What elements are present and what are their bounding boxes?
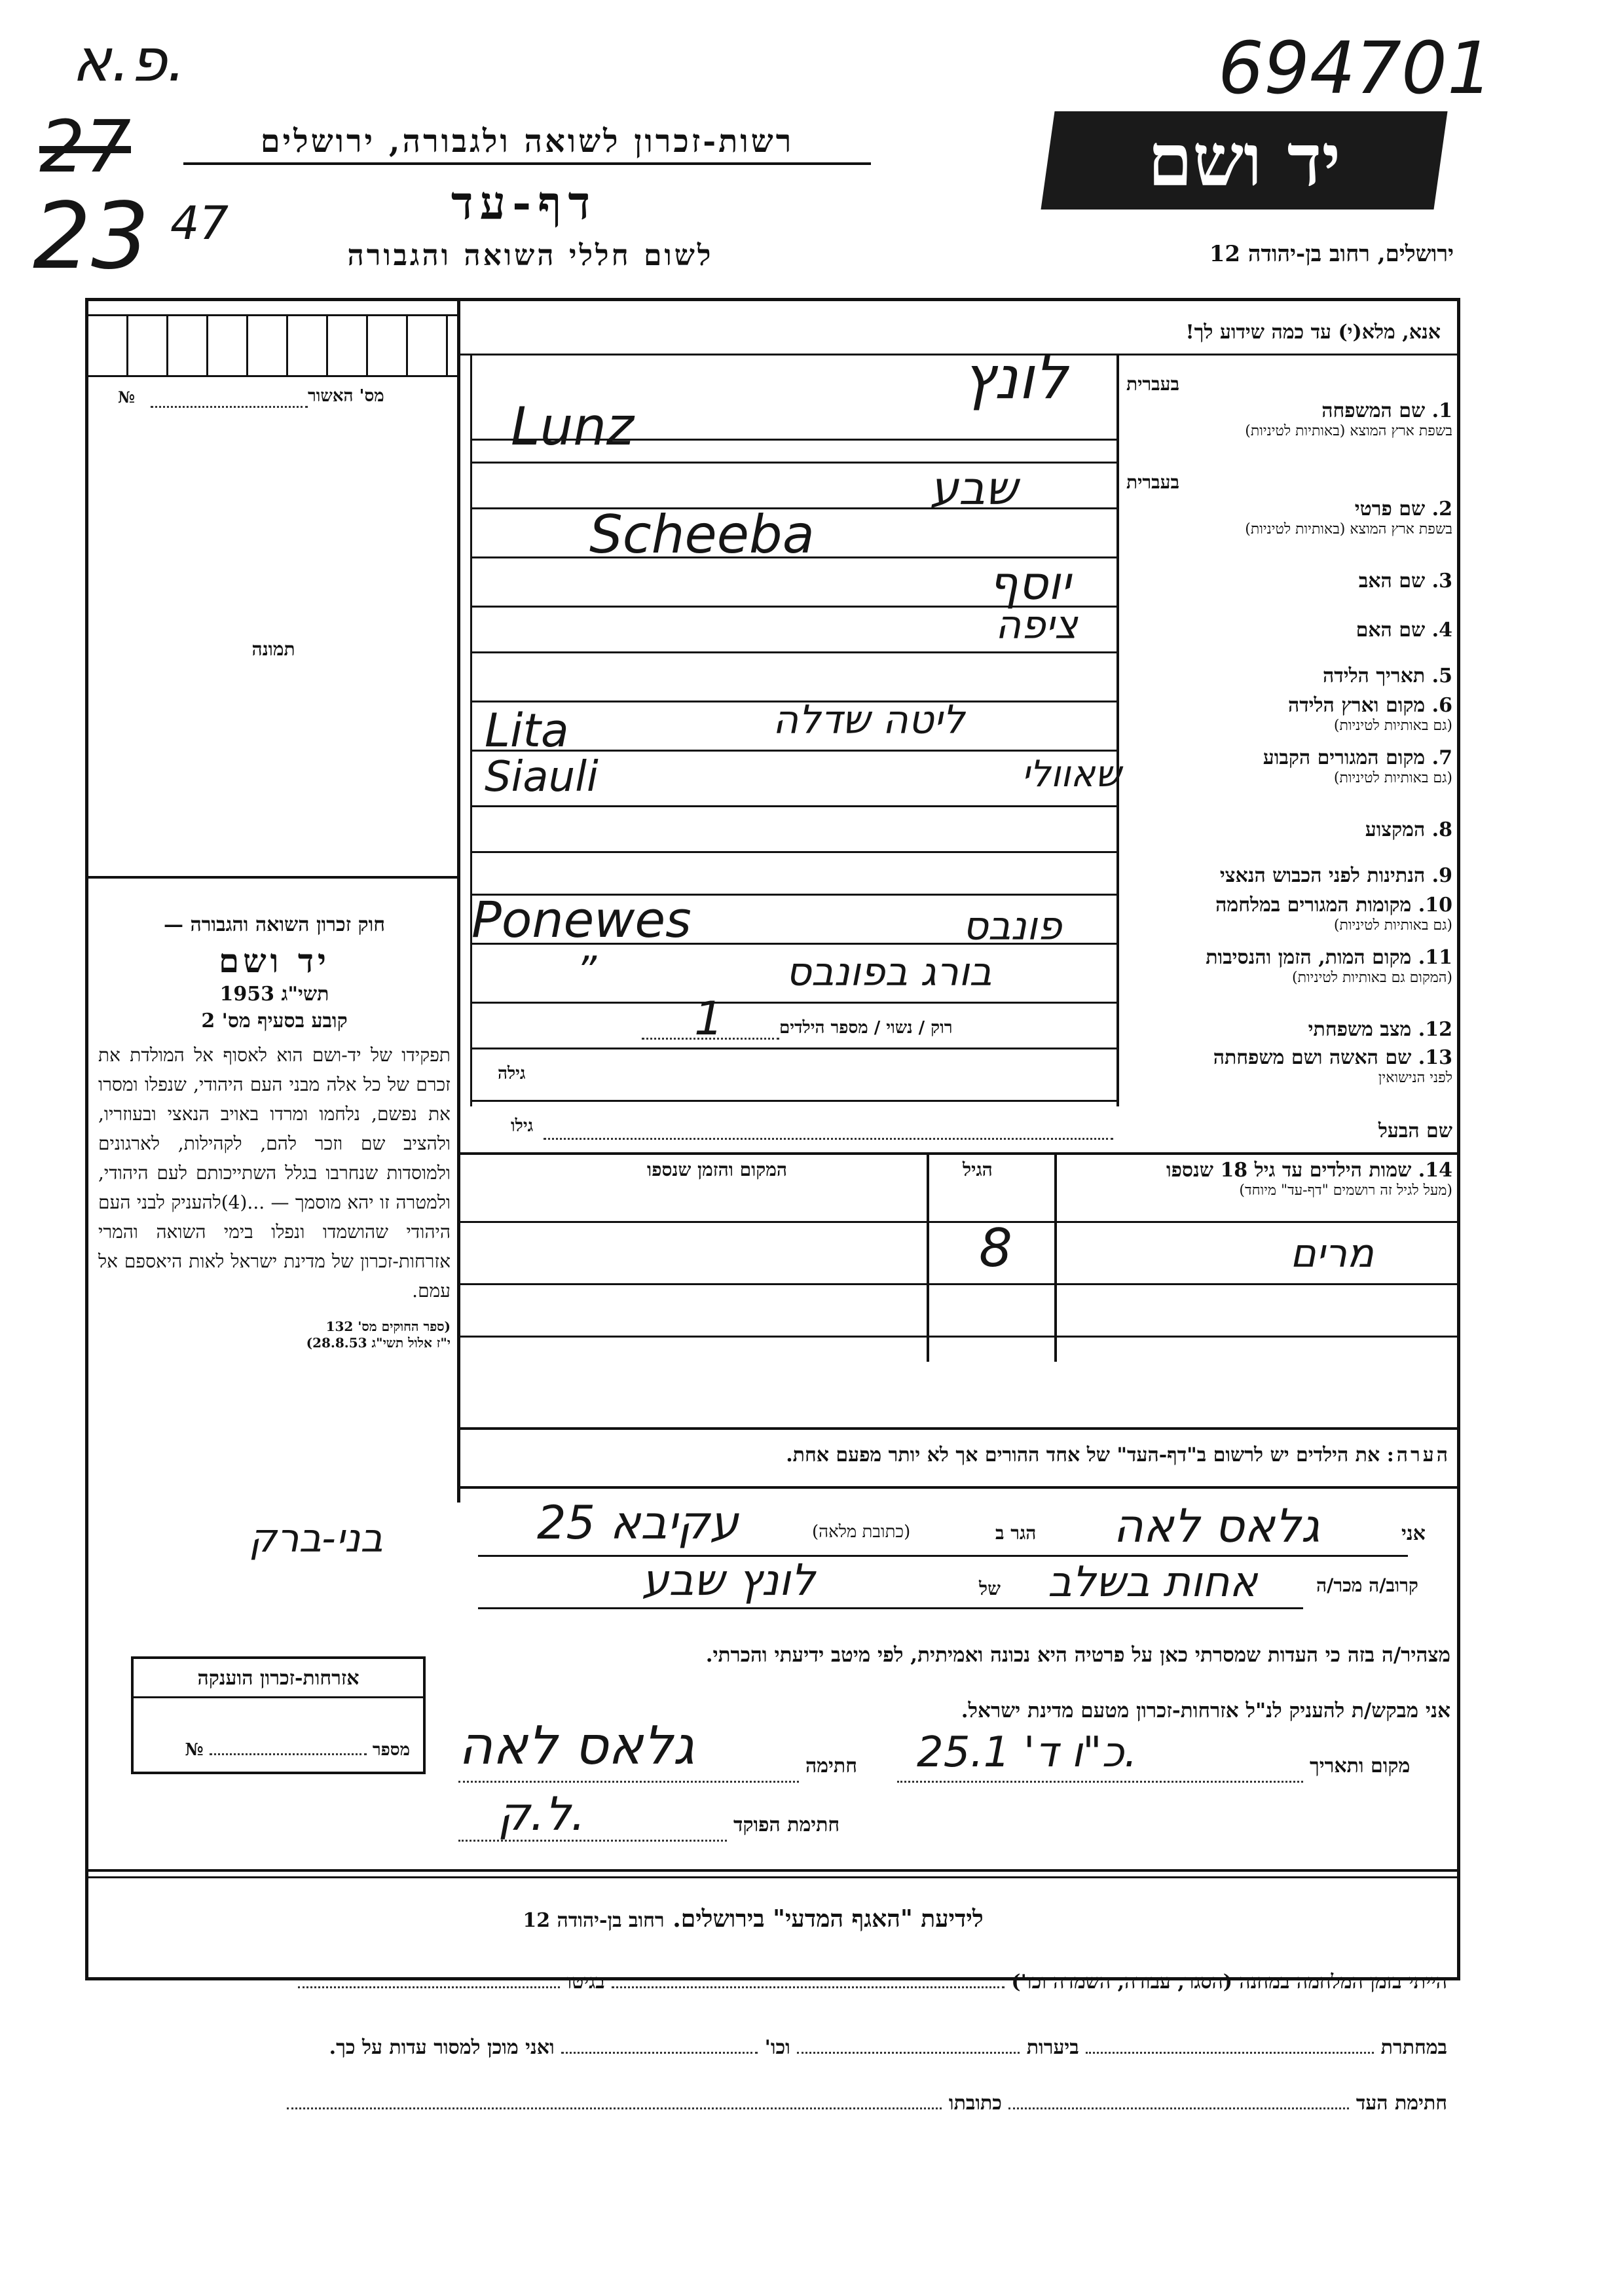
wartime-residence-hebrew[interactable]: פונבס: [963, 903, 1062, 949]
law-year: תשי"ג 1953: [219, 983, 329, 1006]
approval-number-label: מס' האשור: [308, 386, 384, 406]
maiden-name-placeholder: גילה: [498, 1064, 526, 1084]
declaration-text: מצהיר/ה בזה כי העדות שמסרתי כאן על פרטיה היא נכונה ואמיתית, לפי מיטב ידיעתי והכרתי.: [705, 1643, 1450, 1667]
law-body: תפקידו של יד-ושם הוא לאסוף אל המולדת את זכרם של כל אלה מבני העם היהודי, שנפלו ומסרו את נפשם, נלחמו ומרדו באויב הנאצי ובעוזריו, ולהציב שם וזכר להם, לקהילות, לארגונים ולמוסדות שנחרבו בגלל השתייכותם לעם היהודי, ולמטרה זו יהא מוסמך — ...(4)להעניק לבני העם היהודי שהושמדו ונפלו בימי השואה והמרי אזרחות-זכרון של מדינת ישראל לאות היאספם אל עמם.: [98, 1044, 451, 1302]
bottom-section-rule: [88, 1876, 1457, 1878]
relation-value[interactable]: אחות בשלב: [1048, 1558, 1258, 1607]
field-10-label: 10. מקומות המגורים במלחמה (גם באותיות לטיניות): [1215, 894, 1452, 934]
relation-label: קרוב/ה מכר/ה: [1316, 1575, 1418, 1596]
intro-text: אנא, מלא(י) עד כמה שידוע לך!: [1185, 321, 1441, 344]
declarant-city[interactable]: בני-ברק: [249, 1516, 383, 1561]
handwritten-annotation: 47: [170, 196, 229, 250]
approval-number-field[interactable]: [151, 406, 308, 408]
approval-number-sign: №: [118, 388, 136, 407]
place-date[interactable]: כ"ו ד' 25.1.: [917, 1728, 1137, 1777]
field-1-hebrew-tag: בעברית: [1126, 373, 1180, 395]
declarant-address[interactable]: עקיבא 25: [537, 1496, 739, 1550]
of-name[interactable]: לונץ שבע: [642, 1555, 815, 1605]
ghetto-field[interactable]: [298, 1986, 560, 1988]
left-column-divider: [457, 298, 460, 1503]
children-table-top: [460, 1152, 1457, 1155]
children-col-divider: [1054, 1152, 1057, 1362]
row-rule: [470, 1100, 1118, 1102]
child-1-name[interactable]: מרים: [1290, 1231, 1374, 1277]
row-rule: [470, 851, 1118, 853]
children-col-age: הגיל: [963, 1159, 993, 1180]
other-field[interactable]: [561, 2052, 758, 2054]
underground-field[interactable]: [1086, 2052, 1374, 2054]
field-1-label: 1. שם המשפחה בשפת ארץ המוצא (באותיות לטיניות): [1245, 399, 1452, 439]
first-name-hebrew[interactable]: שבע: [930, 462, 1018, 515]
declarant-lives-label: הגר ב: [995, 1522, 1037, 1544]
wartime-residence-latin[interactable]: Ponewes: [471, 890, 692, 949]
bottom-line-2: במחתרת ביערות וכו' ואני מוכן למסור עדות על כך.: [329, 2036, 1447, 2059]
law-panel: [98, 913, 451, 1351]
camp-field[interactable]: [612, 1986, 1005, 1988]
field-4-label: 4. שם האם: [1356, 619, 1452, 642]
place-date-label: מקום ותאריך: [1310, 1755, 1411, 1777]
note-top-rule: [460, 1427, 1457, 1430]
citizenship-box-title: אזרחות-זכרון הוענקה: [134, 1667, 423, 1698]
comb-boxes: [88, 314, 457, 377]
residence-latin[interactable]: Siauli: [485, 753, 599, 801]
death-place[interactable]: בורג בפונבס: [786, 949, 992, 995]
handwritten-annotation: 27: [39, 105, 131, 189]
birth-place-latin[interactable]: Lita: [485, 704, 569, 757]
relation-underline: [478, 1607, 1303, 1609]
field-7-label: 7. מקום המגורים הקבוע (גם באותיות לטיניות): [1263, 746, 1452, 786]
marital-status-options: רוק / נשוי / מספר הילדים: [779, 1018, 953, 1038]
field-2-label: 2. שם פרטי בשפת ארץ המוצא (באותיות לטיניות): [1245, 498, 1452, 538]
row-rule: [470, 1002, 1118, 1004]
residence-hebrew[interactable]: שאוולי: [1022, 753, 1121, 795]
field-2-hebrew-tag: בעברית: [1126, 471, 1180, 493]
authority-name: רשות-זכרון לשואה ולגבורה, ירושלים: [183, 123, 871, 165]
request-text: אני מבקש/ת להעניק לנ"ל אזרחות-זכרון מטעם מדינת ישראל.: [961, 1699, 1450, 1722]
first-name-latin[interactable]: Scheeba: [589, 504, 815, 565]
field-9-label: 9. הנתינות לפני הכבוש הנאצי: [1219, 864, 1452, 887]
child-1-age[interactable]: 8: [979, 1218, 1012, 1279]
signature[interactable]: גלאס לאה: [458, 1715, 695, 1776]
law-name: יד ושם: [219, 941, 330, 980]
children-label: 14. שמות הילדים עד גיל 18 שנספו (מעל לגיל זה רושמים "דף-עד" מיוחד): [1166, 1159, 1452, 1199]
children-row-rule: [460, 1336, 1457, 1338]
children-header-rule: [460, 1221, 1457, 1223]
bottom-line-1: הייתי בזמן המלחמה במחנה (הסגר, עבודה, השמדה וכו') בגיטו: [98, 1971, 1447, 1994]
field-8-label: 8. המקצוע: [1365, 818, 1452, 841]
officer-label: חתימת הפוקד: [733, 1813, 840, 1836]
field-6-label: 6. מקום וארץ הלידה (גם באותיות לטיניות): [1287, 694, 1452, 734]
declarant-i-label: אני: [1401, 1522, 1426, 1545]
law-title: חוק זכרון השואה והגבורה —: [164, 913, 385, 936]
children-row-rule: [460, 1283, 1457, 1285]
form-subtitle: לשום חללי השואה והגבורה: [347, 239, 714, 272]
photo-area[interactable]: [92, 426, 455, 871]
of-label: של: [979, 1578, 1001, 1599]
document-number: 694701: [1218, 26, 1493, 110]
note-text: את הילדים יש לרשום ב"דף-העד" של אחד ההורים אך לא יותר מפעם אחת.: [786, 1444, 1380, 1467]
field-3-label: 3. שם האב: [1358, 570, 1452, 592]
husband-name-placeholder: גילו: [511, 1116, 534, 1136]
yad-vashem-logo: [1041, 111, 1447, 210]
row-rule: [470, 651, 1118, 653]
photo-label: תמונה: [251, 638, 295, 660]
declarant-name-underline: [478, 1555, 1408, 1557]
death-place-ditto[interactable]: ”: [576, 948, 597, 994]
citizenship-number-label: מספר: [372, 1740, 410, 1760]
field-5-label: 5. תאריך הלידה: [1323, 665, 1452, 687]
witness-signature-field[interactable]: [1008, 2107, 1349, 2109]
husband-name-label: שם הבעל: [1378, 1120, 1452, 1142]
logo-text: יד ושם: [1147, 118, 1341, 202]
row-rule: [470, 1048, 1118, 1049]
citizenship-box: [131, 1656, 426, 1774]
law-footer-2: י"ז אלול תשי"ג 28.8.53): [306, 1335, 451, 1351]
header-address: ירושלים, רחוב בן-יהודה 12: [1209, 241, 1454, 267]
row-rule: [470, 462, 1118, 464]
declarant-address-label: (כתובת מלאה): [812, 1522, 911, 1542]
father-name[interactable]: יוסף: [989, 556, 1071, 610]
declarant-name[interactable]: גלאס לאה: [1113, 1499, 1320, 1553]
family-name-latin[interactable]: Lunz: [511, 396, 634, 457]
citizenship-number-sign: №: [185, 1740, 204, 1760]
top-rule: [460, 354, 1457, 355]
field-13-label: 13. שם האשה ושם משפחתה לפני הנישואין: [1213, 1046, 1452, 1086]
note: [465, 1444, 1450, 1467]
law-footer-1: (ספר החוקים מס' 132: [325, 1319, 451, 1334]
field-12-label: 12. מצב משפחתי: [1308, 1018, 1452, 1041]
officer-field: [458, 1840, 727, 1842]
signature-field: [458, 1781, 799, 1783]
bottom-title: לידיעת "האגף המדעי" בירושלים. רחוב בן-יהודה 12: [523, 1905, 984, 1933]
form-title: דף-עד: [451, 175, 597, 230]
note-label: הערה:: [1386, 1444, 1450, 1467]
children-count[interactable]: 1: [694, 992, 724, 1046]
husband-name-field[interactable]: [544, 1138, 1113, 1140]
forests-field[interactable]: [797, 2052, 1020, 2054]
citizenship-number-field[interactable]: [210, 1753, 367, 1755]
family-name-hebrew[interactable]: לונץ: [963, 344, 1068, 412]
mother-name[interactable]: ציפה: [995, 602, 1078, 648]
photo-bottom-rule: [88, 876, 457, 879]
signature-label: חתימה: [805, 1755, 857, 1777]
witness-address-field[interactable]: [287, 2107, 942, 2109]
field-11-label: 11. מקום המות, הזמן והנסיבות (המקום גם באותיות לטיניות): [1206, 946, 1452, 986]
children-col-place: המקום והזמן שנספו: [647, 1159, 787, 1180]
birth-place-hebrew[interactable]: ליטה שדלה: [773, 697, 965, 743]
officer-signature[interactable]: ל.ק.: [498, 1787, 585, 1841]
law-section: קובע בסעיף מס' 2: [201, 1010, 348, 1032]
note-bottom-rule: [460, 1486, 1457, 1489]
value-column-edge: [470, 354, 472, 1106]
handwritten-annotation: פ.א.: [72, 26, 186, 95]
place-date-field: [897, 1781, 1303, 1783]
children-col-divider: [927, 1152, 929, 1362]
bottom-line-3: חתימת העד כתובתו: [98, 2092, 1447, 2115]
handwritten-annotation: 23: [33, 183, 150, 290]
label-column-divider: [1116, 354, 1119, 1106]
row-rule: [470, 805, 1118, 807]
bottom-section-rule: [88, 1869, 1457, 1872]
